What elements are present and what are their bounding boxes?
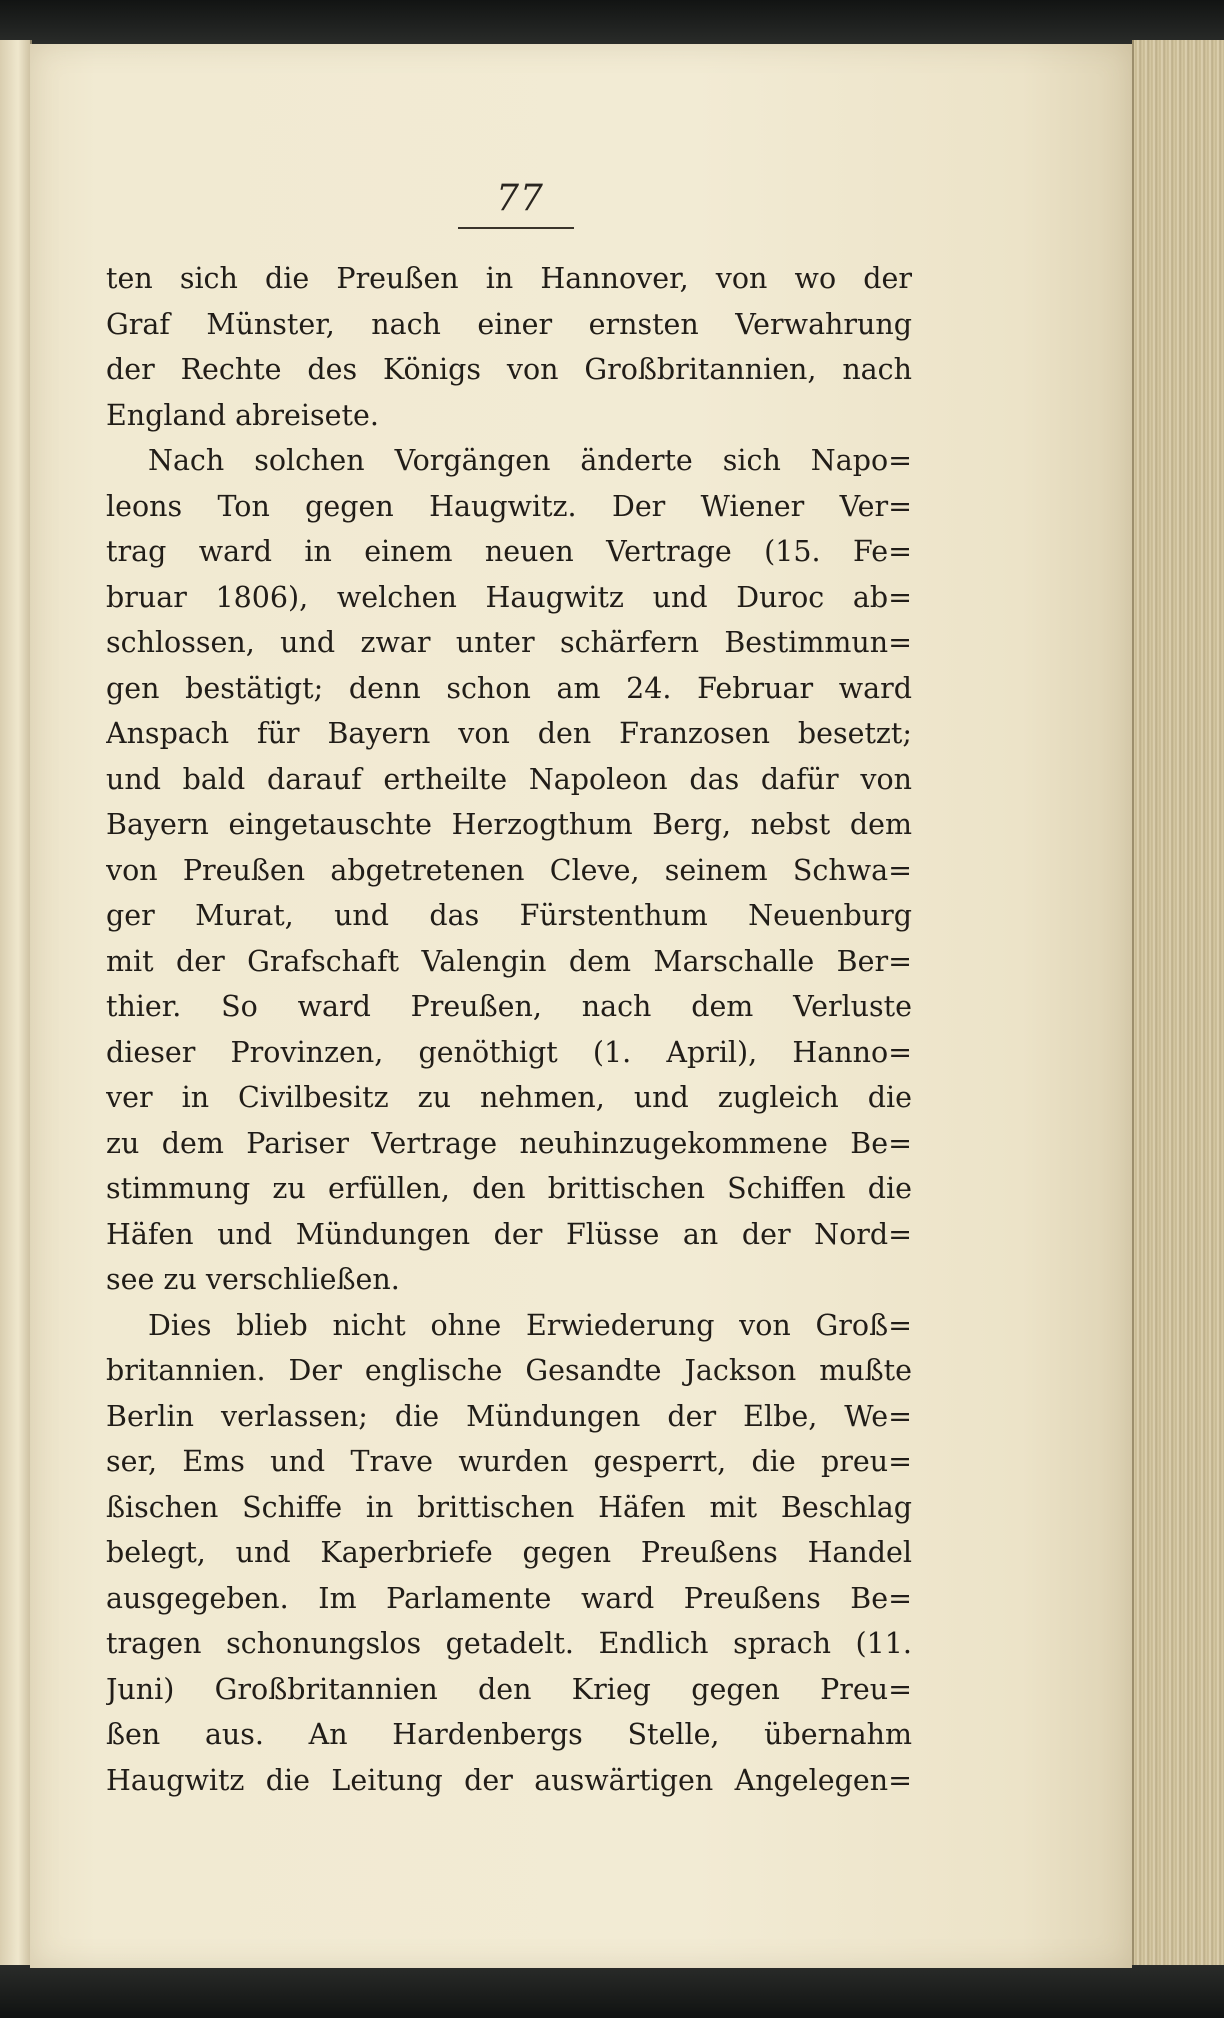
text-line: Anspach für Bayern von den Franzosen besetzt; — [106, 717, 912, 750]
text-line: Graf Münster, nach einer ernsten Verwahrung — [106, 307, 912, 341]
text-line: mit der Grafschaft Valengin dem Marschalle Ber= — [106, 944, 912, 978]
text-line: Dies blieb nicht ohne Erwiederung von Groß= — [148, 1308, 912, 1342]
body-text — [106, 256, 912, 1803]
scan-background-top — [0, 0, 1224, 46]
text-line: Berlin verlassen; die Mündungen der Elbe, We= — [106, 1399, 912, 1433]
text-line: ver in Civilbesitz zu nehmen, und zugleich die — [106, 1081, 912, 1114]
text-line: ten sich die Preußen in Hannover, von wo der — [106, 262, 912, 295]
text-line: dieser Provinzen, genöthigt (1. April), Hanno= — [106, 1035, 912, 1069]
text-line: und bald darauf ertheilte Napoleon das dafür von — [106, 762, 912, 796]
text-line: von Preußen abgetretenen Cleve, seinem Schwa= — [106, 853, 912, 887]
text-line: bruar 1806), welchen Haugwitz und Duroc ab= — [106, 580, 912, 614]
text-line: ger Murat, und das Fürstenthum Neuenburg — [106, 899, 912, 932]
text-line: der Rechte des Königs von Großbritannien, nach — [106, 353, 912, 386]
book-page-edges — [1132, 40, 1224, 1970]
text-line: England abreisete. — [106, 398, 379, 432]
text-line: Häfen und Mündungen der Flüsse an der Nord= — [106, 1217, 912, 1251]
text-line: ßischen Schiffe in brittischen Häfen mit Beschlag — [106, 1490, 912, 1524]
text-line: see zu verschließen. — [106, 1263, 400, 1296]
text-line: tragen schonungslos getadelt. Endlich sprach (11. — [106, 1627, 912, 1660]
scan-background-bottom — [0, 1965, 1224, 2018]
text-line: leons Ton gegen Haugwitz. Der Wiener Ver= — [106, 489, 912, 523]
text-line: Nach solchen Vorgängen änderte sich Napo= — [148, 444, 912, 477]
text-line: thier. So ward Preußen, nach dem Verluste — [106, 990, 912, 1023]
text-line: schlossen, und zwar unter schärfern Bestimmun= — [106, 626, 912, 659]
text-line: Juni) Großbritannien den Krieg gegen Preu= — [106, 1672, 912, 1706]
facing-page-edge — [0, 40, 32, 1970]
text-line: ser, Ems und Trave wurden gesperrt, die preu= — [106, 1445, 912, 1478]
text-line: Haugwitz die Leitung der auswärtigen Angelegen= — [106, 1763, 912, 1797]
text-line: belegt, und Kaperbriefe gegen Preußens Handel — [106, 1536, 912, 1569]
text-line: trag ward in einem neuen Vertrage (15. Fe= — [106, 535, 912, 568]
text-line: gen bestätigt; denn schon am 24. Februar ward — [106, 671, 912, 705]
text-line: ausgegeben. Im Parlamente ward Preußens Be= — [106, 1581, 912, 1615]
page-number: 77 — [496, 178, 544, 219]
text-line: zu dem Pariser Vertrage neuhinzugekommene Be= — [106, 1126, 912, 1160]
text-line: ßen aus. An Hardenbergs Stelle, übernahm — [106, 1718, 912, 1751]
text-line: Bayern eingetauschte Herzogthum Berg, nebst dem — [106, 808, 912, 841]
page-number-rule — [458, 227, 574, 229]
text-line: stimmung zu erfüllen, den brittischen Schiffen die — [106, 1172, 912, 1205]
text-line: britannien. Der englische Gesandte Jackson mußte — [106, 1354, 912, 1387]
